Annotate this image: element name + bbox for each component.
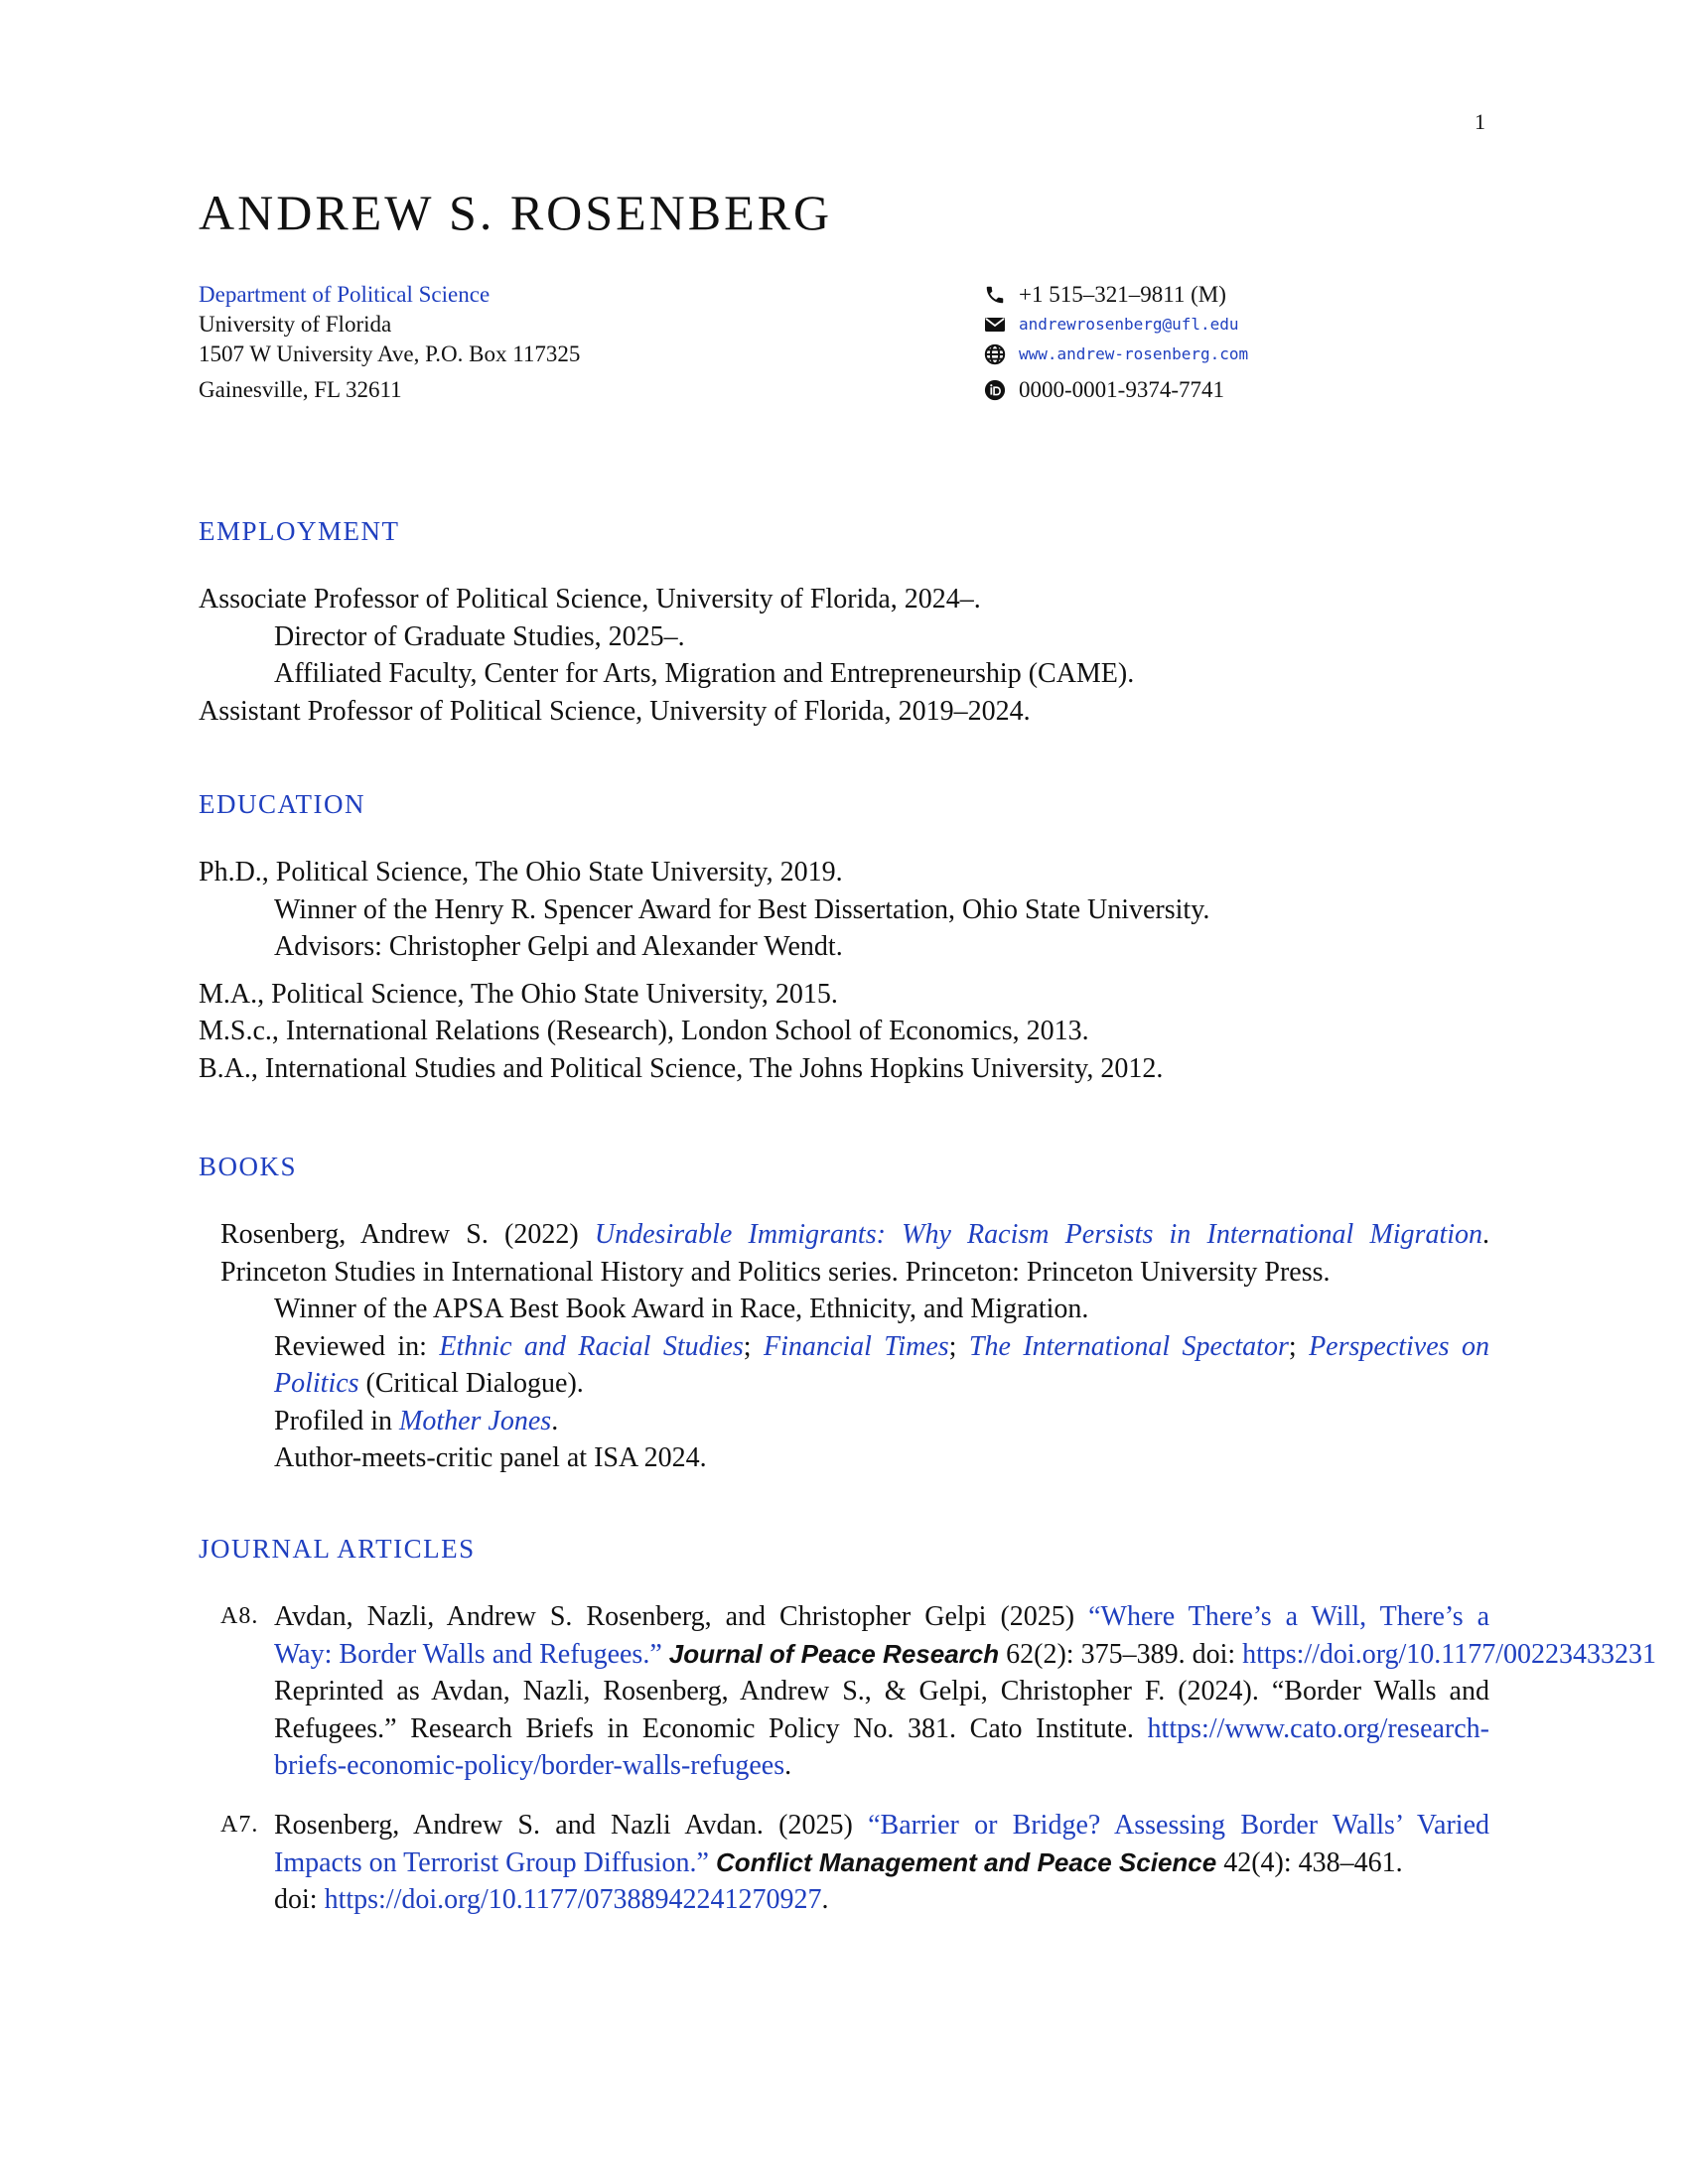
email-link[interactable]: andrewrosenberg@ufl.edu bbox=[1019, 315, 1239, 334]
journal-articles-heading: JOURNAL ARTICLES bbox=[199, 1534, 476, 1564]
education-subitem: Advisors: Christopher Gelpi and Alexander Wendt. bbox=[274, 931, 843, 962]
book-profile: Profiled in Mother Jones. bbox=[274, 1405, 559, 1436]
article-label: A7. bbox=[220, 1812, 259, 1838]
orcid-id: 0000-0001-9374-7741 bbox=[1019, 377, 1224, 402]
article-title-link[interactable]: Impacts on Terrorist Group Diffusion.” bbox=[274, 1846, 709, 1878]
education-item: B.A., International Studies and Political Science, The Johns Hopkins University, 2012. bbox=[199, 1052, 1164, 1084]
university: University of Florida bbox=[199, 312, 392, 337]
city: Gainesville, FL 32611 bbox=[199, 377, 402, 402]
education-subitem: Winner of the Henry R. Spencer Award for Best Dissertation, Ohio State University. bbox=[274, 893, 1210, 925]
book-panel: Author-meets-critic panel at ISA 2024. bbox=[274, 1442, 707, 1473]
journal-name: Conflict Management and Peace Science bbox=[715, 1846, 1217, 1877]
review-link[interactable]: Perspectives on bbox=[1309, 1330, 1489, 1362]
employment-heading: EMPLOYMENT bbox=[199, 516, 400, 546]
employment-subitem: Director of Graduate Studies, 2025–. bbox=[274, 620, 685, 652]
education-item: M.A., Political Science, The Ohio State University, 2015. bbox=[199, 978, 838, 1010]
article-label: A8. bbox=[220, 1603, 259, 1629]
reprint-link[interactable]: briefs-economic-policy/border-walls-refugees bbox=[274, 1750, 785, 1781]
employment-subitem: Affiliated Faculty, Center for Arts, Migration and Entrepreneurship (CAME). bbox=[274, 658, 1135, 689]
department-link[interactable]: Department of Political Science bbox=[199, 282, 491, 307]
education-item: Ph.D., Political Science, The Ohio State University, 2019. bbox=[199, 857, 843, 887]
education-heading: EDUCATION bbox=[199, 789, 365, 819]
page-number: 1 bbox=[1475, 109, 1485, 134]
profile-link[interactable]: Mother Jones bbox=[399, 1405, 552, 1436]
review-link[interactable]: Politics bbox=[274, 1368, 359, 1399]
education-list bbox=[199, 854, 1489, 1087]
employment-item: Associate Professor of Political Science, University of Florida, 2024–. bbox=[199, 584, 981, 614]
article-a8: A8. Avdan, Nazli, Andrew S. Rosenberg, and Christopher Gelpi (2025) “Where There’s a Will, There’s a Way: Border Walls and Refugees.” Journal of Peace Research 62(2): 375–389. doi: https://doi.org/10.1177/00223433231 Reprinted as Avdan, Nazli, Rosenberg, Andrew S., & Gelpi, Christopher F. (2024). “Border Walls and Refugees.” Research Briefs in Economic Policy No. 381. Cato Institute. https://www.cato.org/research- briefs-economic-policy/border-walls-refugees. bbox=[199, 1598, 1489, 1785]
book-series: Princeton Studies in International History and Politics series. Princeton: Princeton University Press. bbox=[220, 1256, 1331, 1288]
review-link[interactable]: The International Spectator bbox=[968, 1330, 1289, 1362]
doi-link[interactable]: https://doi.org/10.1177/00223433231 bbox=[1242, 1638, 1657, 1670]
book-author: Rosenberg, Andrew S. (2022) bbox=[220, 1219, 579, 1250]
employment-list bbox=[199, 581, 1489, 730]
orcid-icon bbox=[983, 378, 1007, 402]
book-award: Winner of the APSA Best Book Award in Race, Ethnicity, and Migration. bbox=[274, 1294, 1089, 1324]
reprint-link[interactable]: https://www.cato.org/research- bbox=[1147, 1712, 1489, 1744]
books-heading: BOOKS bbox=[199, 1152, 298, 1181]
globe-icon bbox=[983, 342, 1007, 366]
education-item: M.S.c., International Relations (Research), London School of Economics, 2013. bbox=[199, 1016, 1089, 1046]
article-title-link[interactable]: “Barrier or Bridge? Assessing Border Walls’ Varied bbox=[868, 1810, 1490, 1841]
street: 1507 W University Ave, P.O. Box 117325 bbox=[199, 341, 581, 366]
review-link[interactable]: Financial Times bbox=[764, 1330, 949, 1362]
review-suffix: (Critical Dialogue). bbox=[365, 1368, 584, 1399]
journal-name: Journal of Peace Research bbox=[668, 1638, 1000, 1669]
article-a7: A7. Rosenberg, Andrew S. and Nazli Avdan. (2025) “Barrier or Bridge? Assessing Border Walls’ Varied Impacts on Terrorist Group Diffusion.” Conflict Management and Peace Science 42(4): 438–461. doi: https://doi.org/10.1177/07388942241270927. bbox=[199, 1807, 1489, 1919]
book-title-link[interactable]: Undesirable Immigrants: Why Racism Persists in International Migration bbox=[594, 1219, 1483, 1250]
envelope-icon bbox=[983, 313, 1007, 337]
website-link[interactable]: www.andrew-rosenberg.com bbox=[1019, 344, 1249, 363]
doi-link[interactable]: https://doi.org/10.1177/07388942241270927 bbox=[324, 1884, 822, 1915]
phone-icon bbox=[983, 283, 1007, 307]
review-link[interactable]: Ethnic and Racial Studies bbox=[439, 1330, 744, 1362]
book-entry: Rosenberg, Andrew S. (2022) Undesirable Immigrants: Why Racism Persists in International Migration. Princeton Studies in International History and Politics series. Princeton: Princeton University Press. Winner of the APSA Best Book Award in Race, Ethnicity, and Migration. Reviewed in: Ethnic and Racial Studies; Financial Times; The International Spectator; Perspectives on Politics (Critical Dialogue). Profiled in Mother Jones. Author-meets-critic panel at ISA 2024. bbox=[220, 1216, 1489, 1477]
article-title-link[interactable]: Way: Border Walls and Refugees.” bbox=[274, 1638, 662, 1670]
cv-name: ANDREW S. ROSENBERG bbox=[199, 185, 833, 240]
address-block bbox=[199, 280, 580, 405]
article-title-link[interactable]: “Where There’s a Will, There’s a bbox=[1088, 1601, 1490, 1632]
phone-number: +1 515–321–9811 (M) bbox=[1019, 282, 1226, 307]
employment-item: Assistant Professor of Political Science, University of Florida, 2019–2024. bbox=[199, 695, 1031, 727]
contact-block bbox=[983, 280, 1248, 405]
book-reviews: Reviewed in: Ethnic and Racial Studies; Financial Times; The International Spectator; Perspectives on bbox=[274, 1330, 1489, 1362]
